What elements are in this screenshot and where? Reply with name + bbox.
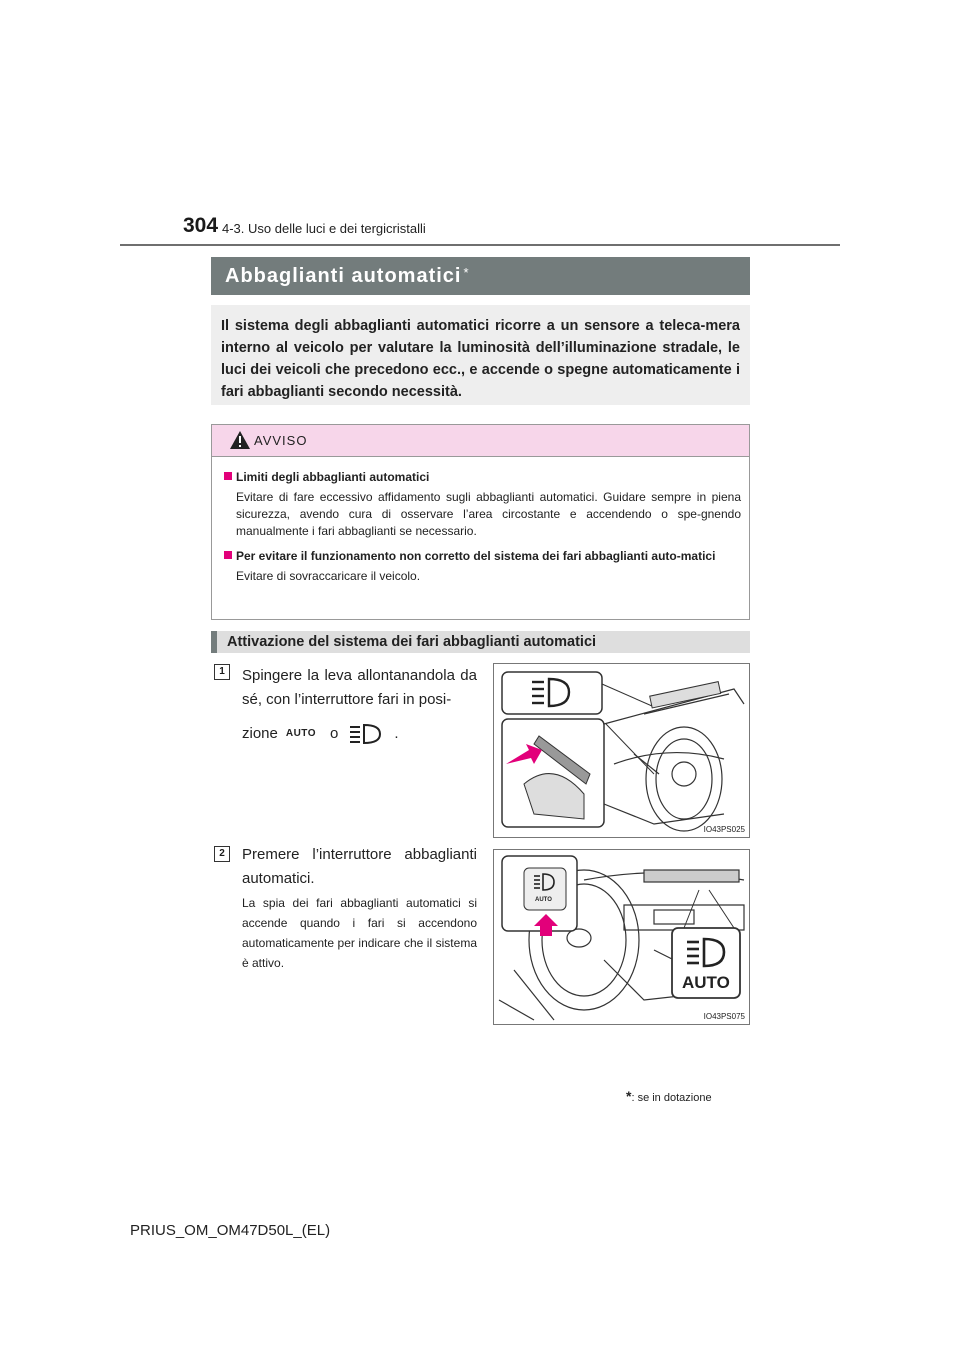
page-title: Abbaglianti automatici *: [225, 265, 470, 287]
step-2-text: Premere l’interruttore abbaglianti automatici.: [242, 846, 477, 887]
warning-item-body: Evitare di fare eccessivo affidamento sugli abbaglianti automatici. Guidare sempre in piena sicurezza, avendo cura di osservare l’area circostante e accendendo o spe-gnendo manualmente i fari abbaglianti se necessario.: [236, 490, 741, 538]
auto-label-small: AUTO: [535, 897, 552, 903]
figure-auto-switch: [493, 849, 750, 1025]
section-title: 4-3. Uso delle luci e dei tergicristalli: [222, 221, 426, 236]
warning-triangle-icon: [229, 430, 251, 450]
footnote-mark: *: [626, 1088, 632, 1104]
warning-item: Per evitare il funzionamento non corretto del sistema dei fari abbaglianti auto-matici Evitare di sovraccaricare il veicolo.: [224, 548, 741, 585]
figure-code: IO43PS025: [703, 825, 745, 834]
intro-box: [211, 305, 750, 405]
footnote: *: se in dotazione: [626, 1088, 712, 1104]
bullet-square-icon: [224, 472, 232, 480]
optional-mark: *: [463, 265, 470, 280]
step-1-text: Spingere la leva allontanandola da sé, con l’interruttore fari in posi- zione AUTO o .: [242, 664, 477, 746]
auto-label-large: AUTO: [682, 973, 730, 992]
step-number-1: 1: [214, 664, 230, 680]
warning-item: Limiti degli abbaglianti automatici Evitare di fare eccessivo affidamento sugli abbaglianti automatici. Guidare sempre in piena sicurezza, avendo cura di osservare l’area circostante e accendendo o spe-gnendo manualmente i fari abbaglianti se necessario.: [224, 469, 741, 540]
page-number: 304: [183, 214, 219, 237]
lever-illustration: [494, 664, 749, 837]
subsection-bar: [211, 631, 750, 653]
warning-item-body: Evitare di sovraccaricare il veicolo.: [236, 569, 421, 583]
footer-code: PRIUS_OM_OM47D50L_(EL): [130, 1222, 331, 1239]
bullet-square-icon: [224, 551, 232, 559]
auto-symbol: AUTO: [285, 728, 317, 739]
figure-lever: [493, 663, 750, 838]
figure-code: IO43PS075: [703, 1012, 745, 1021]
dashboard-illustration: [494, 850, 749, 1024]
subsection-title: Attivazione del sistema dei fari abbaglianti automatici: [227, 634, 597, 650]
intro-text: Il sistema degli abbaglianti automatici ricorre a un sensore a teleca-mera interno al veicolo per valutare la luminosità dell’illuminazione stradale, le luci dei veicoli che precedono ecc., e accende o spegne automaticamente i fari abbaglianti secondo necessità.: [221, 318, 740, 400]
header-rule: [120, 244, 840, 246]
step-2-note: La spia dei fari abbaglianti automatici si accende quando i fari si accendono automaticamente per indicare che il sistema è attivo.: [242, 896, 477, 970]
warning-label: AVVISO: [254, 433, 308, 448]
headlight-symbol-icon: [348, 722, 384, 746]
title-bar: [211, 257, 750, 295]
step-number-2: 2: [214, 846, 230, 862]
warning-box: [211, 424, 750, 620]
warning-header: [212, 425, 749, 457]
